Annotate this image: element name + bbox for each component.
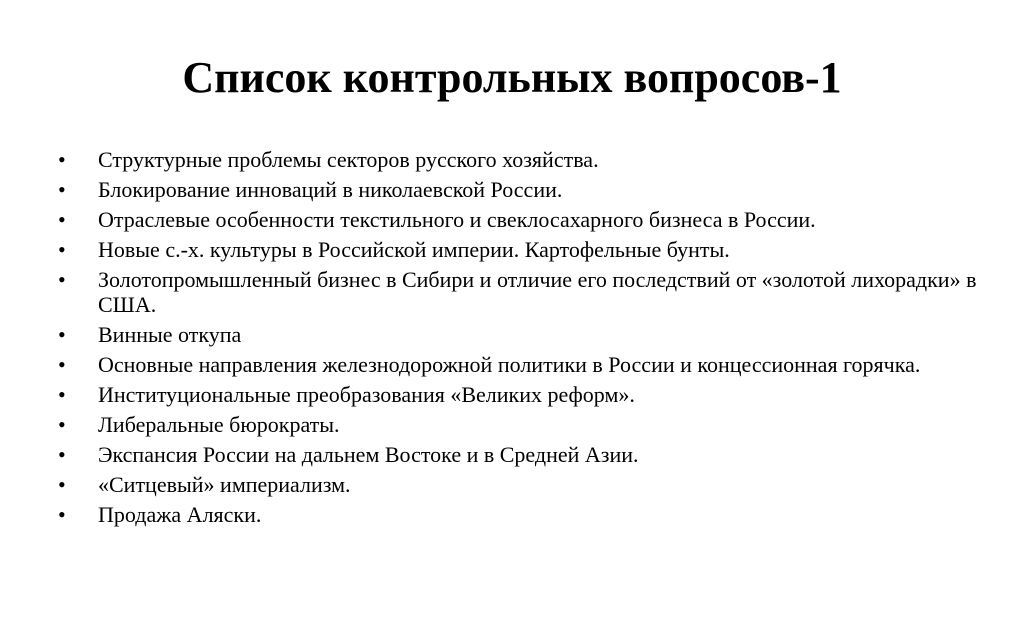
bullet-icon: • xyxy=(58,382,66,407)
list-item xyxy=(58,177,988,202)
bullet-icon: • xyxy=(58,267,66,292)
list-item-text: Золотопромышленный бизнес в Сибири и отличие его последствий от «золотой лихорадки» в США. xyxy=(98,267,977,317)
bullet-icon: • xyxy=(58,442,66,467)
list-item xyxy=(58,207,988,232)
bullet-icon: • xyxy=(58,502,66,527)
list-item-text: Продажа Аляски. xyxy=(98,502,262,527)
list-item xyxy=(58,382,988,407)
list-item-text: «Ситцевый» империализм. xyxy=(98,472,351,497)
bullet-icon: • xyxy=(58,147,66,172)
bullet-icon: • xyxy=(58,412,66,437)
list-item-text: Экспансия России на дальнем Востоке и в Средней Азии. xyxy=(98,442,639,467)
list-item xyxy=(58,412,988,437)
question-list xyxy=(58,147,988,532)
list-item xyxy=(58,352,988,377)
bullet-icon: • xyxy=(58,237,66,262)
list-item-text: Блокирование инноваций в николаевской России. xyxy=(98,177,563,202)
list-item-text: Основные направления железнодорожной политики в России и концессионная горячка. xyxy=(98,352,921,377)
list-item xyxy=(58,502,988,527)
list-item xyxy=(58,267,988,317)
bullet-icon: • xyxy=(58,177,66,202)
list-item xyxy=(58,322,988,347)
list-item-text: Либеральные бюрократы. xyxy=(98,412,340,437)
list-item-text: Винные откупа xyxy=(98,322,242,347)
list-item xyxy=(58,237,988,262)
list-item-text: Институциональные преобразования «Великих реформ». xyxy=(98,382,635,407)
list-item-text: Структурные проблемы секторов русского хозяйства. xyxy=(98,147,599,172)
list-item xyxy=(58,147,988,172)
list-item xyxy=(58,472,988,497)
bullet-icon: • xyxy=(58,472,66,497)
list-item xyxy=(58,442,988,467)
list-item-text: Отраслевые особенности текстильного и свеклосахарного бизнеса в России. xyxy=(98,207,816,232)
list-item-text: Новые с.-х. культуры в Российской империи. Картофельные бунты. xyxy=(98,237,730,262)
bullet-icon: • xyxy=(58,352,66,377)
slide-title: Список контрольных вопросов-1 xyxy=(182,53,842,102)
bullet-icon: • xyxy=(58,322,66,347)
bullet-icon: • xyxy=(58,207,66,232)
